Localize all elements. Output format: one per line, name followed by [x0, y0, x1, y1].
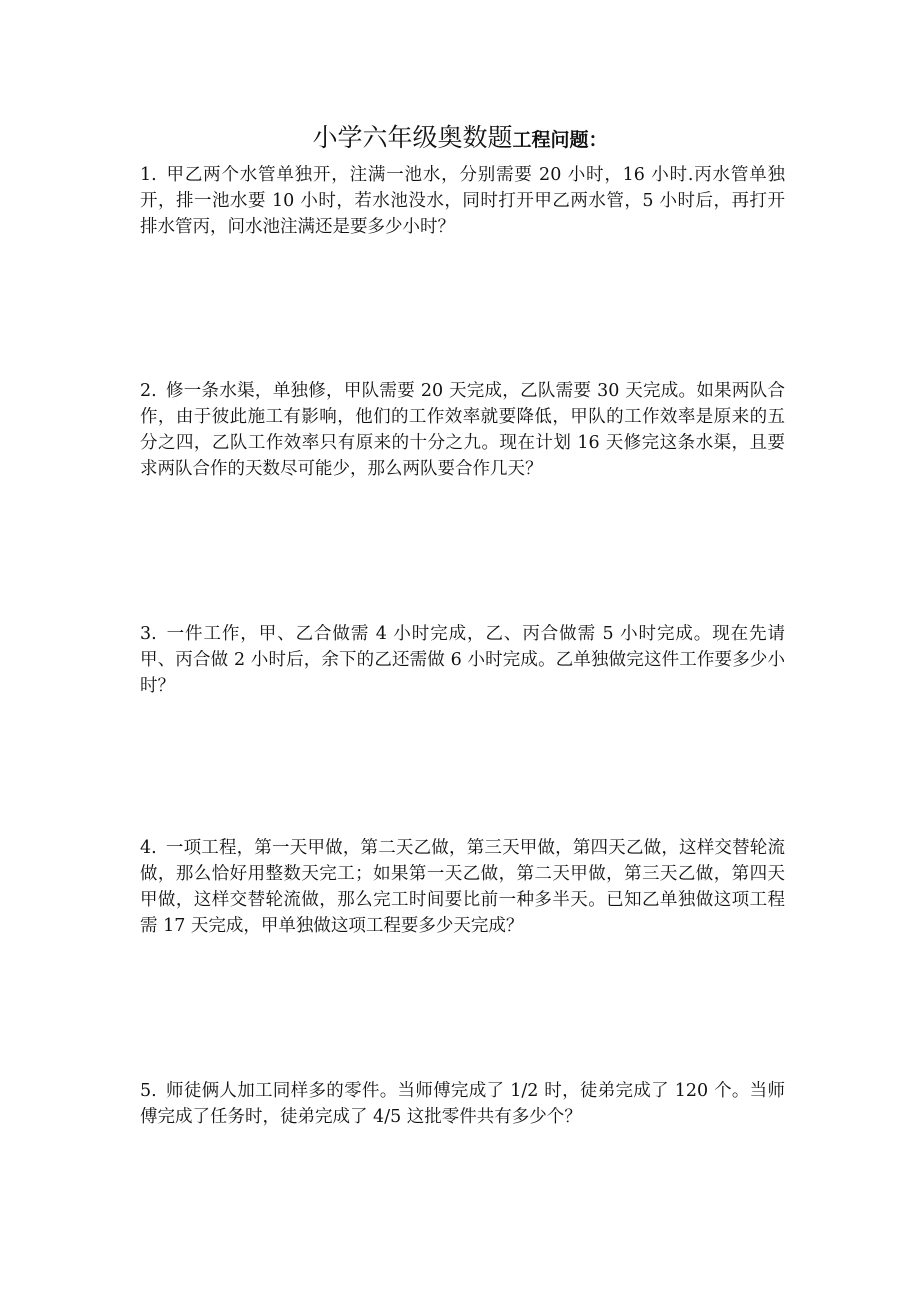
question-number: 3.	[140, 624, 157, 644]
question-number: 4.	[140, 838, 157, 858]
question-2	[140, 378, 785, 482]
question-4	[140, 835, 785, 939]
title-main: 小学六年级奥数题	[312, 123, 513, 152]
question-3	[140, 621, 785, 699]
question-text: 一件工作，甲、乙合做需 4 小时完成，乙、丙合做需 5 小时完成。现在先请甲、丙合做 2 小时后，余下的乙还需做 6 小时完成。乙单独做完这件工作要多少小时？	[140, 624, 785, 696]
page-title	[0, 118, 920, 154]
question-text: 甲乙两个水管单独开，注满一池水，分别需要 20 小时，16 小时.丙水管单独开，排一池水要 10 小时，若水池没水，同时打开甲乙两水管，5 小时后，再打开排水管丙，问水池注满还是要多少小时？	[140, 165, 785, 237]
question-number: 5.	[140, 1081, 157, 1101]
question-number: 2.	[140, 381, 157, 401]
question-1	[140, 162, 785, 240]
title-sub: 工程问题：	[512, 129, 608, 151]
question-text: 一项工程，第一天甲做，第二天乙做，第三天甲做，第四天乙做，这样交替轮流做，那么恰好用整数天完工；如果第一天乙做，第二天甲做，第三天乙做，第四天甲做，这样交替轮流做，那么完工时间要比前一种多半天。已知乙单独做这项工程需 17 天完成，甲单独做这项工程要多少天完成？	[140, 838, 785, 936]
question-text: 修一条水渠，单独修，甲队需要 20 天完成，乙队需要 30 天完成。如果两队合作，由于彼此施工有影响，他们的工作效率就要降低，甲队的工作效率是原来的五分之四，乙队工作效率只有原来的十分之九。现在计划 16 天修完这条水渠，且要求两队合作的天数尽可能少，那么两队要合作几天？	[140, 381, 785, 479]
question-number: 1.	[140, 165, 157, 185]
question-text: 师徒俩人加工同样多的零件。当师傅完成了 1/2 时，徒弟完成了 120 个。当师傅完成了任务时，徒弟完成了 4/5 这批零件共有多少个？	[140, 1081, 785, 1127]
question-5	[140, 1078, 785, 1130]
